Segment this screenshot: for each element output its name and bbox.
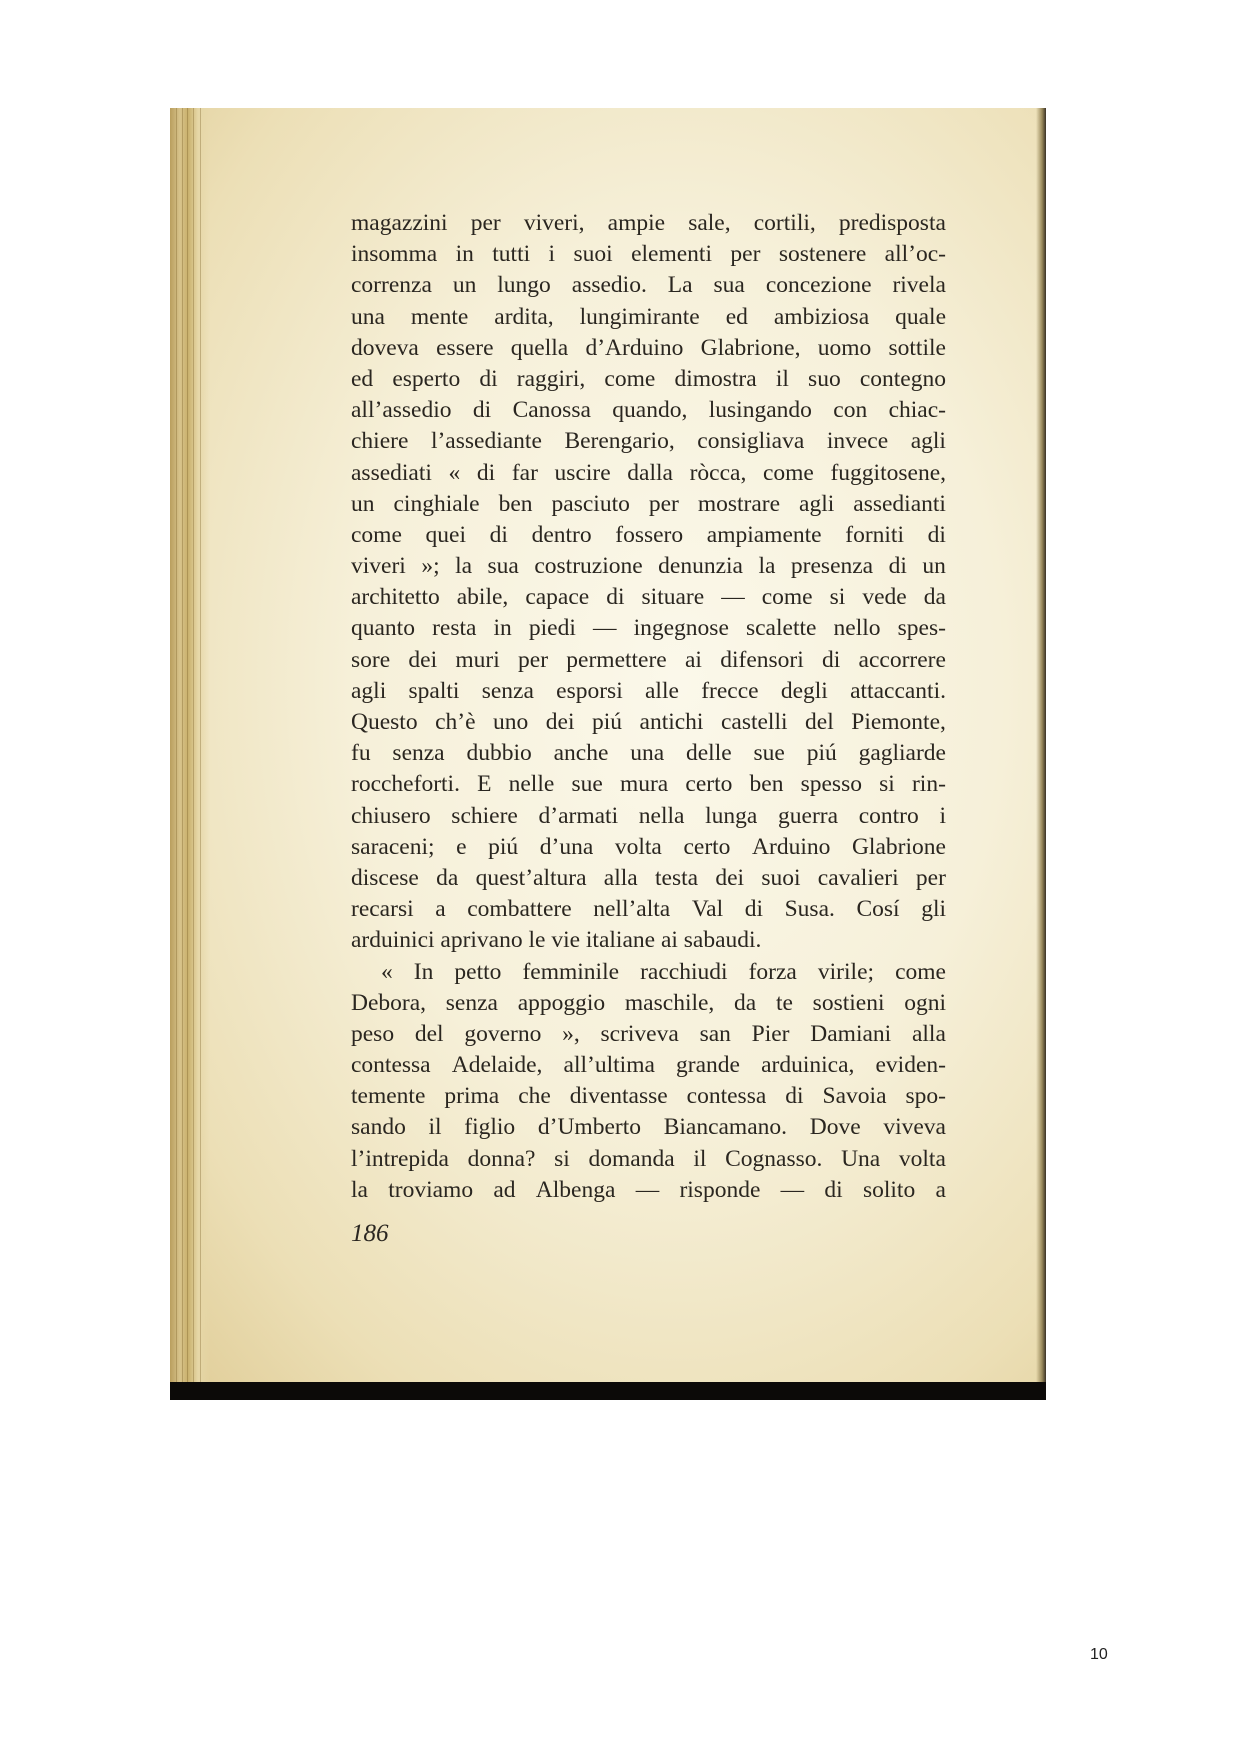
- text-line: l’intrepida donna? si domanda il Cognasso. Una volta: [351, 1145, 946, 1172]
- text-line: quanto resta in piedi — ingegnose scalette nello spes-: [351, 615, 946, 642]
- page-stack-edge: [170, 108, 210, 1382]
- text-line: insomma in tutti i suoi elementi per sostenere all’oc-: [351, 241, 946, 268]
- text-line: una mente ardita, lungimirante ed ambiziosa quale: [351, 303, 946, 330]
- text-line: peso del governo », scriveva san Pier Damiani alla: [351, 1020, 946, 1047]
- text-line: Debora, senza appoggio maschile, da te sostieni ogni: [351, 989, 946, 1016]
- text-line: doveva essere quella d’Arduino Glabrione, uomo sottile: [351, 334, 946, 361]
- text-line: viveri »; la sua costruzione denunzia la presenza di un: [351, 553, 946, 580]
- text-line: ed esperto di raggiri, come dimostra il suo contegno: [351, 365, 946, 392]
- text-line: assediati « di far uscire dalla ròcca, come fuggitosene,: [351, 459, 946, 486]
- book-page-number: 186: [351, 1220, 389, 1247]
- text-line: recarsi a combattere nell’alta Val di Susa. Cosí gli: [351, 896, 946, 923]
- scanned-book-page: [170, 108, 1046, 1400]
- text-line: arduinici aprivano le vie italiane ai sabaudi.: [351, 927, 762, 954]
- text-line: chiere l’assediante Berengario, consigliava invece agli: [351, 428, 946, 455]
- text-line: sando il figlio d’Umberto Biancamano. Dove viveva: [351, 1114, 946, 1141]
- text-line: Questo ch’è uno dei piú antichi castelli del Piemonte,: [351, 709, 946, 735]
- text-line: agli spalti senza esporsi alle frecce degli attaccanti.: [351, 677, 946, 704]
- document-page-number: 10: [1090, 1646, 1108, 1663]
- text-line: chiusero schiere d’armati nella lunga guerra contro i: [351, 802, 946, 829]
- text-line: come quei di dentro fossero ampiamente forniti di: [351, 521, 946, 548]
- text-line: roccheforti. E nelle sue mura certo ben spesso si rin-: [351, 771, 946, 798]
- text-line: discese da quest’altura alla testa dei suoi cavalieri per: [351, 864, 946, 891]
- text-line: « In petto femminile racchiudi forza virile; come: [381, 958, 946, 985]
- page-right-edge-shadow: [1036, 108, 1046, 1382]
- body-text: [351, 208, 946, 1206]
- text-line: saraceni; e piú d’una volta certo Arduino Glabrione: [351, 833, 946, 860]
- text-line: temente prima che diventasse contessa di Savoia spo-: [351, 1083, 946, 1110]
- text-line: fu senza dubbio anche una delle sue piú gagliarde: [351, 740, 946, 767]
- text-line: architetto abile, capace di situare — come si vede da: [351, 584, 946, 611]
- text-line: all’assedio di Canossa quando, lusingando con chiac-: [351, 397, 946, 424]
- text-line: contessa Adelaide, all’ultima grande arduinica, eviden-: [351, 1052, 946, 1079]
- text-line: la troviamo ad Albenga — risponde — di solito a: [351, 1176, 946, 1203]
- text-line: magazzini per viveri, ampie sale, cortili, predisposta: [351, 210, 946, 236]
- text-line: correnza un lungo assedio. La sua concezione rivela: [351, 272, 946, 299]
- text-line: un cinghiale ben pasciuto per mostrare agli assedianti: [351, 490, 946, 517]
- paper-background: [170, 108, 1046, 1382]
- text-line: sore dei muri per permettere ai difensori di accorrere: [351, 646, 946, 673]
